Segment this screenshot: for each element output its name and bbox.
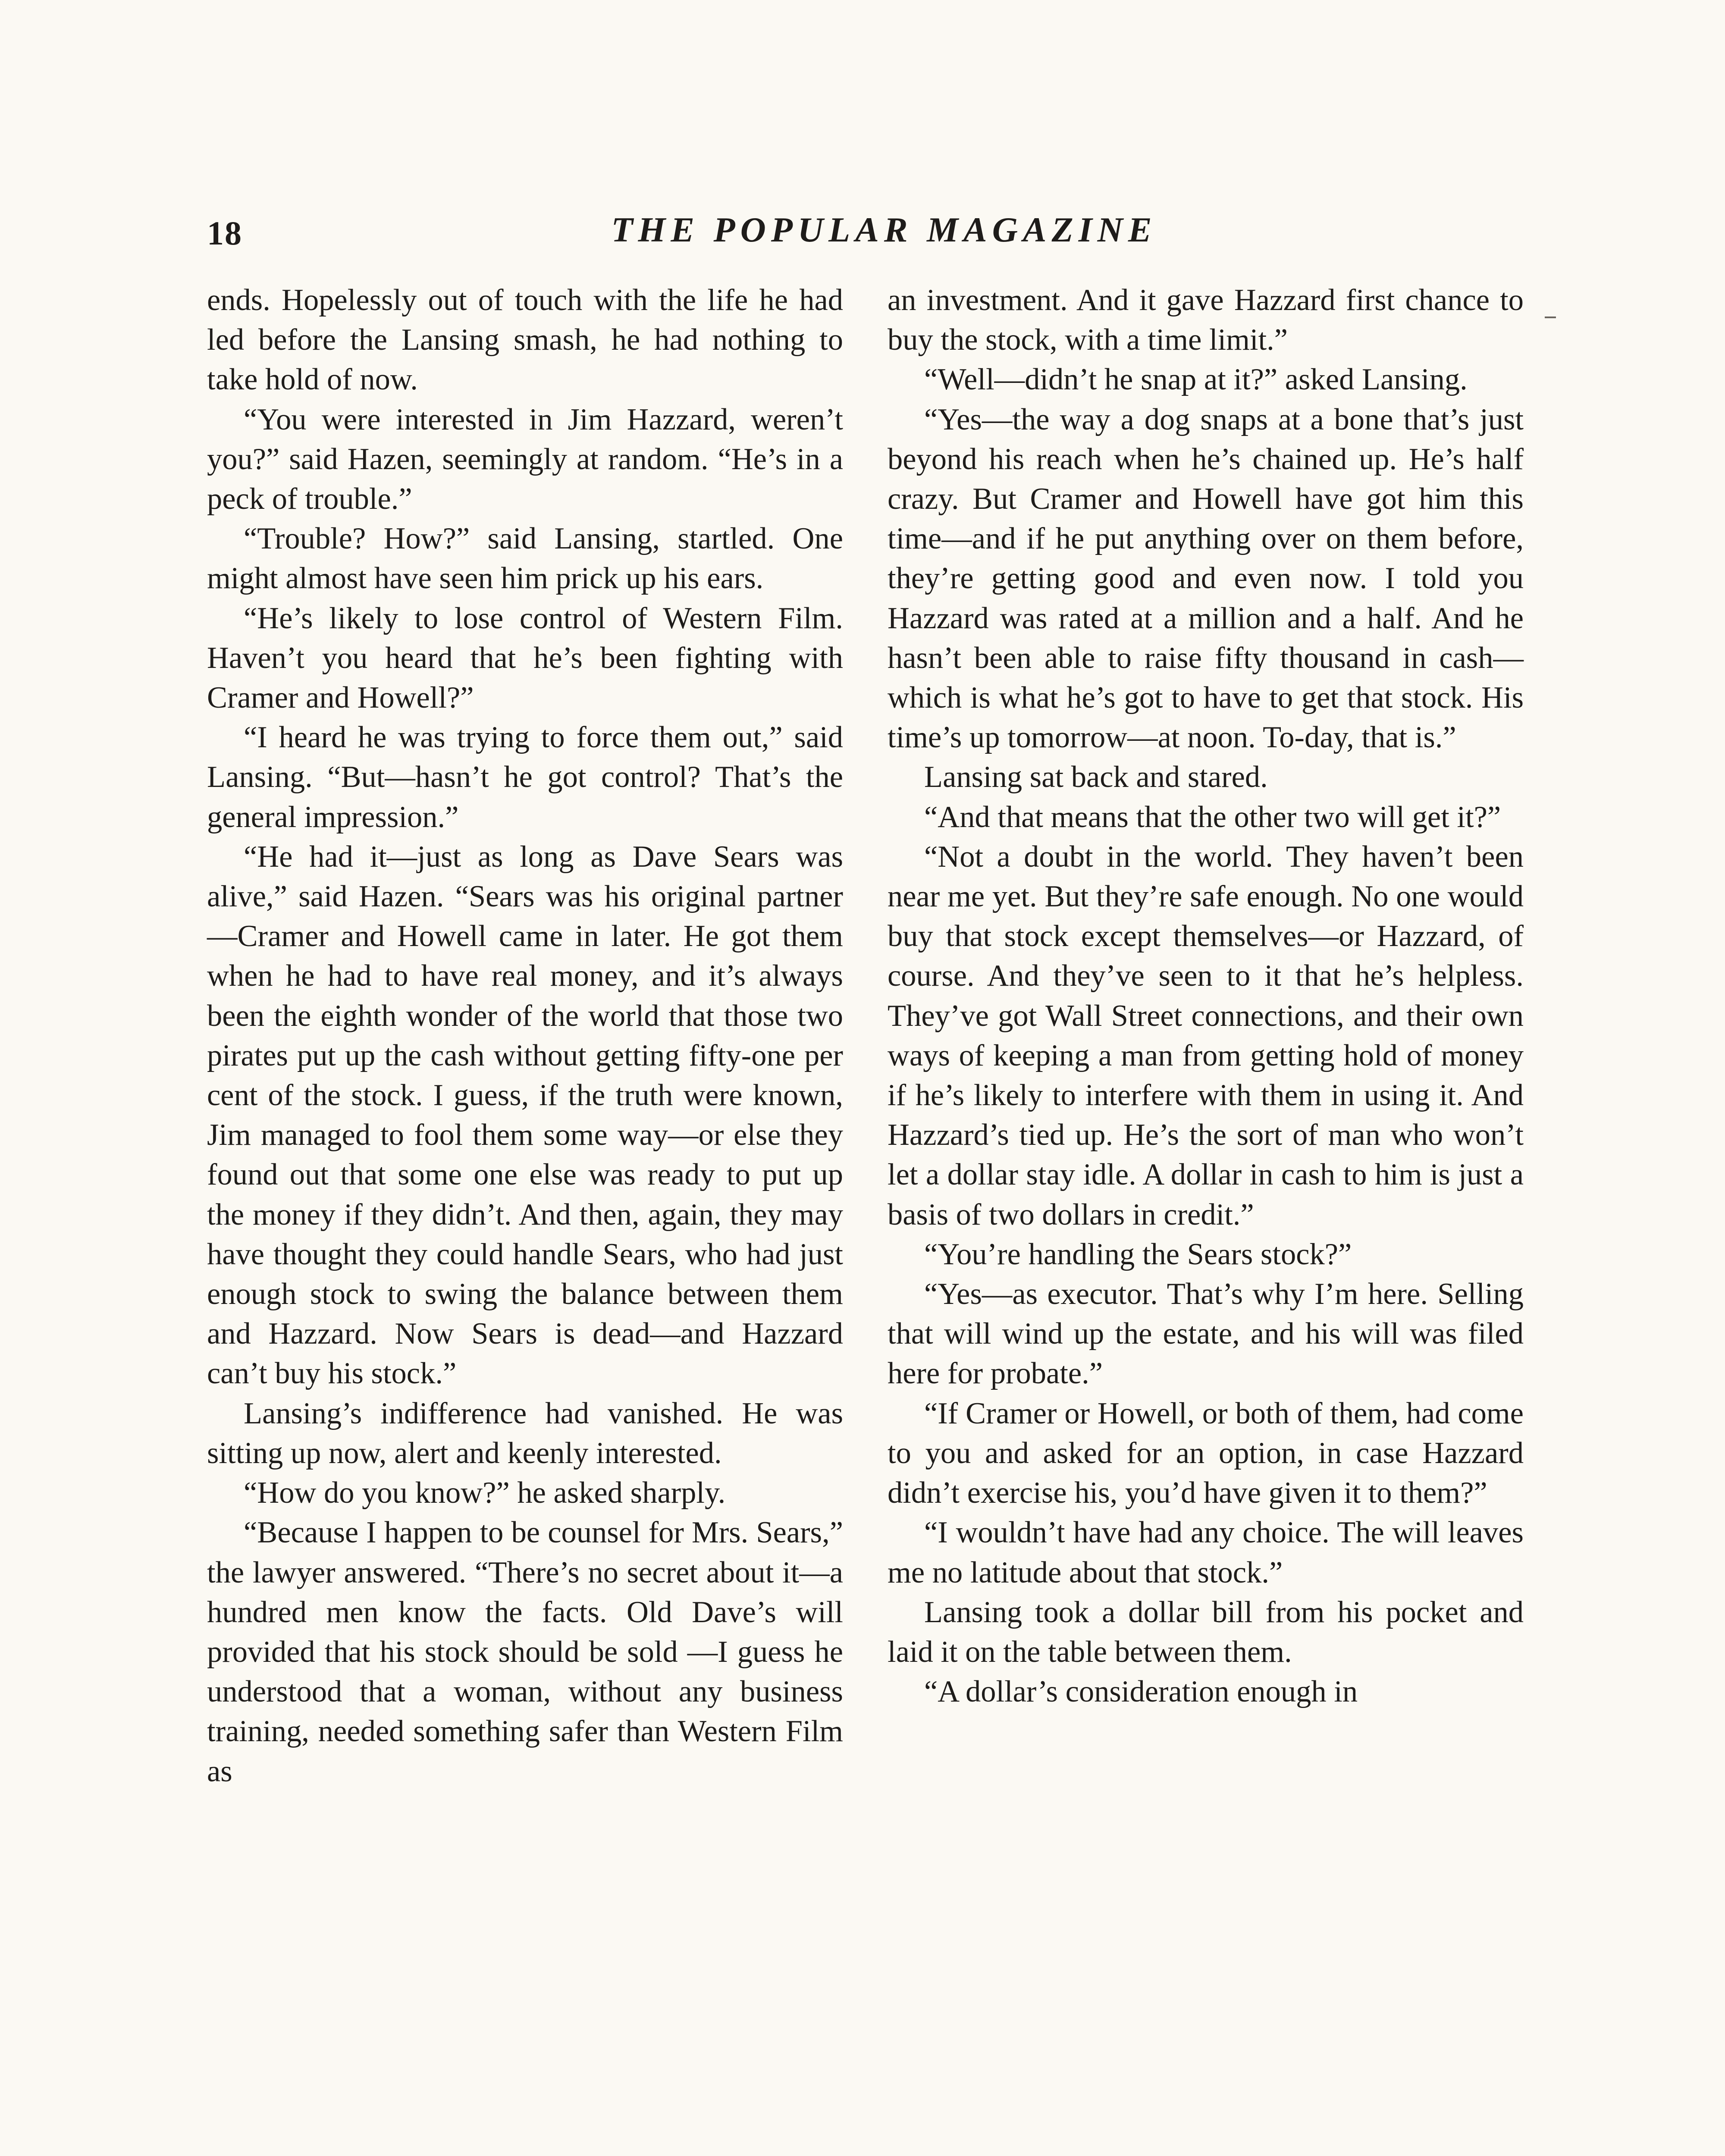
paragraph: “Because I happen to be counsel for Mrs. Sears,” the lawyer answered. “There’s no secret about it—a hundred men know the facts. Old Dave’s will provided that his stock should be sold —I guess he understood that a woman, without any business training, needed something safer than Western Film as xyxy=(207,1516,843,1788)
paragraph: an investment. And it gave Hazzard first chance to buy the stock, with a time limit.” xyxy=(888,283,1524,357)
paragraph: ends. Hopelessly out of touch with the life he had led before the Lansing smash, he had nothing to take hold of now. xyxy=(207,283,843,397)
paragraph: “You’re handling the Sears stock?” xyxy=(924,1237,1352,1271)
paragraph: “Yes—as executor. That’s why I’m here. Selling that will wind up the estate, and his will was filed here for probate.” xyxy=(888,1277,1524,1391)
page-number: 18 xyxy=(207,214,242,252)
paragraph: Lansing took a dollar bill from his pocket and laid it on the table between them. xyxy=(888,1595,1524,1669)
paragraph: “Trouble? How?” said Lansing, startled. One might almost have seen him prick up his ears. xyxy=(207,522,843,595)
paragraph: “Well—didn’t he snap at it?” asked Lansing. xyxy=(924,363,1468,397)
paragraph: Lansing’s indifference had vanished. He was sitting up now, alert and keenly interested. xyxy=(207,1396,843,1470)
paragraph: “How do you know?” he asked sharply. xyxy=(244,1476,726,1510)
paragraph: “I wouldn’t have had any choice. The will leaves me no latitude about that stock.” xyxy=(888,1516,1524,1589)
left-column xyxy=(207,280,843,1791)
paragraph: “I heard he was trying to force them out,” said Lansing. “But—hasn’t he got control? That’s the general impression.” xyxy=(207,721,843,834)
paragraph: “A dollar’s consideration enough in xyxy=(924,1675,1358,1709)
right-column xyxy=(888,280,1524,1711)
print-mark xyxy=(1545,317,1556,318)
paragraph: “He’s likely to lose control of Western Film. Haven’t you heard that he’s been fighting with Cramer and Howell?” xyxy=(207,601,843,715)
paragraph: “Yes—the way a dog snaps at a bone that’s just beyond his reach when he’s chained up. He’s half crazy. But Cramer and Howell have got him this time—and if he put anything over on them before, they’re getting good and even now. I told you Hazzard was rated at a million and a half. And he hasn’t been able to raise fifty thousand in cash—which is what he’s got to have to get that stock. His time’s up tomorrow—at noon. To-day, that is.” xyxy=(888,402,1524,755)
paragraph: “And that means that the other two will get it?” xyxy=(924,800,1501,834)
paragraph: Lansing sat back and stared. xyxy=(924,760,1268,794)
paragraph: “Not a doubt in the world. They haven’t been near me yet. But they’re safe enough. No one would buy that stock except themselves—or Hazzard, of course. And they’ve seen to it that he’s helpless. They’ve got Wall Street connections, and their own ways of keeping a man from getting hold of money if he’s likely to interfere with them in using it. And Hazzard’s tied up. He’s the sort of man who won’t let a dollar stay idle. A dollar in cash to him is just a basis of two dollars in credit.” xyxy=(888,840,1524,1232)
paragraph: “You were interested in Jim Hazzard, weren’t you?” said Hazen, seemingly at random. “He’s in a peck of trouble.” xyxy=(207,402,843,516)
running-title: THE POPULAR MAGAZINE xyxy=(611,210,1157,249)
paragraph: “If Cramer or Howell, or both of them, had come to you and asked for an option, in case Hazzard didn’t exercise his, you’d have given it to them?” xyxy=(888,1396,1524,1510)
paragraph: “He had it—just as long as Dave Sears was alive,” said Hazen. “Sears was his original partner—Cramer and Howell came in later. He got them when he had to have real money, and it’s always been the eighth wonder of the world that those two pirates put up the cash without getting fifty-one per cent of the stock. I guess, if the truth were known, Jim managed to fool them some way—or else they found out that some one else was ready to put up the money if they didn’t. And then, again, they may have thought they could handle Sears, who had just enough stock to swing the balance between them and Hazzard. Now Sears is dead—and Hazzard can’t buy his stock.” xyxy=(207,840,843,1391)
